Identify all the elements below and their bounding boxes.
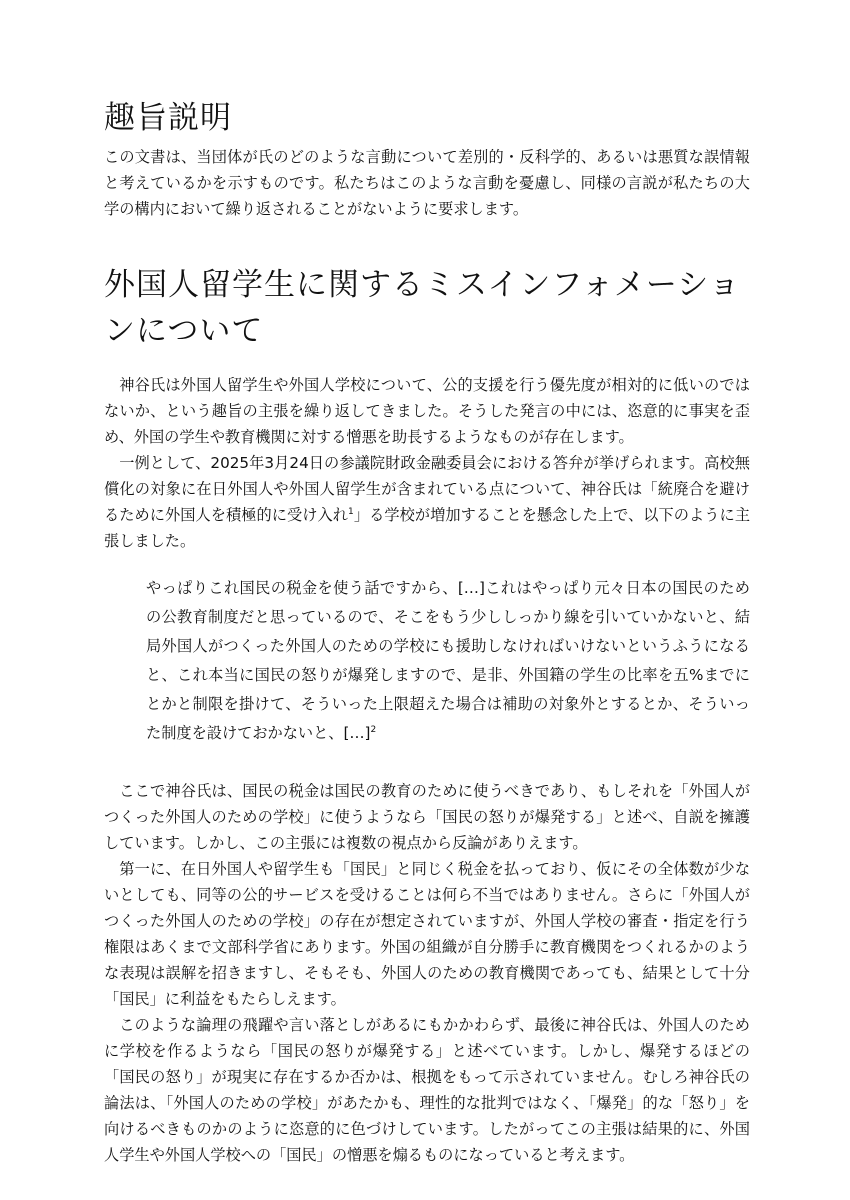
paragraph-3: ここで神谷氏は、国民の税金は国民の教育のために使うべきであり、もしそれを「外国人がつくった外国人のための学校」に使うようなら「国民の怒りが爆発する」と述べ、自説を擁護しています。しかし、この主張には複数の視点から反論がありえます。 (104, 782, 750, 852)
paragraph-5: このような論理の飛躍や言い落としがあるにもかかわらず、最後に神谷氏は、外国人のために学校を作るようなら「国民の怒りが爆発する」と述べています。しかし、爆発するほどの「国民の怒り」が現実に存在するか否かは、根拠をもって示されていません。むしろ神谷氏の論法は、「外国人のための学校」があたかも、理性的な批判ではなく、「爆発」的な「怒り」を向けるべきものかのように恣意的に色づけしています。したがってこの主張は結果的に、外国人学生や外国人学校への「国民」の憎悪を煽るものになっていると考えます。 (104, 1016, 750, 1164)
paragraph-2-text-b: 」る学校が増加することを懸念した上で、以下のように主張しました。 (104, 506, 751, 550)
paragraph-4: 第一に、在日外国人や留学生も「国民」と同じく税金を払っており、仮にその全体数が少ないとしても、同等の公的サービスを受けることは何ら不当ではありません。さらに「外国人がつくった外国人のための学校」の存在が想定されていますが、外国人学校の審査・指定を行う権限はあくまで文部科学省にあります。外国の組織が自分勝手に教育機関をつくれるかのような表現は誤解を招きますし、そもそも、外国人のための教育機関であっても、結果として十分「国民」に利益をもたらしえます。 (104, 860, 750, 1008)
footnote-ref-2: 2 (370, 725, 377, 735)
document-page (104, 96, 750, 1168)
quote-text: やっぱりこれ国民の税金を使う話ですから、[…]これはやっぱり元々日本の国民のための公教育制度だと思っているので、そこをもう少ししっかり線を引いていかないと、結局外国人がつくった外国人のための学校にも援助しなければいけないというふうになると、これ本当に国民の怒りが爆発しますので、是非、外国籍の学生の比率を五%までにとかと制限を掛けて、そういった上限超えた場合は補助の対象外とするとか、そういった制度を設けておかないと、[…] (146, 579, 750, 742)
section-heading-purpose: 趣旨説明 (104, 100, 232, 136)
paragraph-1: 神谷氏は外国人留学生や外国人学校について、公的支援を行う優先度が相対的に低いのではないか、という趣旨の主張を繰り返してきました。そうした発言の中には、恣意的に事実を歪め、外国の学生や教育機関に対する憎悪を助長するようなものが存在します。 (104, 376, 750, 446)
section-heading-misinformation: 外国人留学生に関するミスインフォメーションについて (104, 267, 741, 349)
footnote-ref-1: 1 (348, 507, 354, 517)
block-quote (104, 574, 750, 748)
quote-paragraph (146, 574, 750, 748)
paragraph-2-text-a: 一例として、2025年3月24日の参議院財政金融委員会における答弁が挙げられます。高校無償化の対象に在日外国人や外国人留学生が含まれている点について、神谷氏は「統廃合を避けるために外国人を積極的に受け入れ (104, 454, 750, 524)
paragraph-2 (104, 450, 750, 554)
purpose-paragraph: この文書は、当団体が氏のどのような言動について差別的・反科学的、あるいは悪質な誤情報と考えているかを示すものです。私たちはこのような言動を憂慮し、同様の言説が私たちの大学の構内において繰り返されることがないように要求します。 (104, 148, 750, 218)
